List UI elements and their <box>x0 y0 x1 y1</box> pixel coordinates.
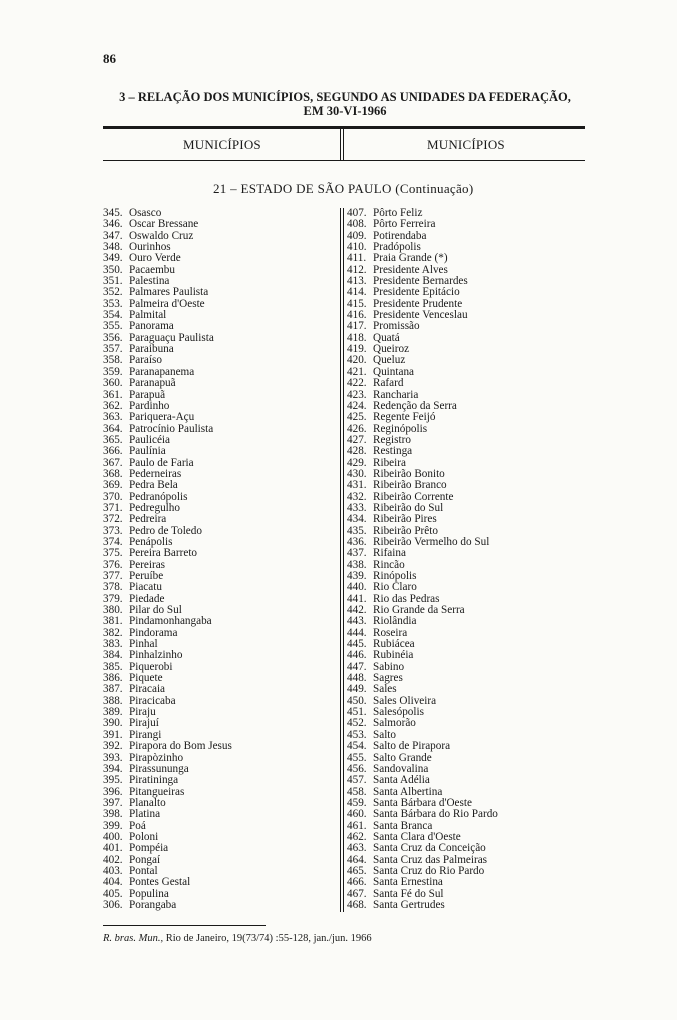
footnote-rule <box>103 925 266 926</box>
municipality-name: Osasco <box>129 207 162 219</box>
municipality-name: Pongaí <box>129 853 161 866</box>
municipality-number: 392. <box>103 740 123 753</box>
municipality-number: 439. <box>347 570 367 582</box>
municipality-name: Pradópolis <box>373 241 421 254</box>
municipality-number: 376. <box>103 558 123 571</box>
municipality-number: 450. <box>347 694 367 707</box>
municipality-name: Pôrto Feliz <box>373 207 423 219</box>
municipality-number: 428. <box>347 445 367 458</box>
municipality-name: Oswaldo Cruz <box>129 229 194 242</box>
municipality-number: 422. <box>347 377 367 390</box>
municipality-name: Sagres <box>373 672 403 685</box>
municipality-number: 352. <box>103 286 123 299</box>
municipality-number: 361. <box>103 388 123 401</box>
municipality-number: 386. <box>103 672 123 685</box>
municipality-number: 387. <box>103 683 123 696</box>
municipality-name: Pinhal <box>129 638 158 651</box>
municipality-name: Paulo de Faria <box>129 456 194 469</box>
municipality-name: Santa Cruz das Palmeiras <box>373 853 488 866</box>
municipality-number: 403. <box>103 864 123 877</box>
municipality-name: Palmares Paulista <box>129 286 209 299</box>
municipality-name: Santa Ernestina <box>373 876 443 889</box>
municipality-number: 445. <box>347 638 367 651</box>
municipality-number: 355. <box>103 320 123 333</box>
municipality-name: Santa Cruz da Conceição <box>373 842 486 855</box>
municipality-name: Presidente Alves <box>373 263 448 276</box>
municipality-name: Sales <box>373 683 397 696</box>
municipality-number: 452. <box>347 717 367 730</box>
municipality-number: 410. <box>347 241 367 254</box>
municipality-name: Pedreira <box>129 513 167 526</box>
municipality-name: Oscar Bressane <box>129 218 199 231</box>
municipality-name: Porangaba <box>129 898 177 911</box>
municipality-name: Santa Albertina <box>373 785 443 798</box>
municipality-number: 391. <box>103 728 123 741</box>
municipality-name: Pinhalzinho <box>129 649 183 662</box>
municipality-number: 389. <box>103 706 123 719</box>
municipality-number: 455. <box>347 751 367 764</box>
municipality-number: 442. <box>347 604 367 617</box>
municipality-number: 409. <box>347 229 367 242</box>
municipality-name: Ourinhos <box>129 241 171 254</box>
municipality-number: 423. <box>347 388 367 401</box>
municipality-name: Promissão <box>373 320 420 333</box>
municipality-number: 467. <box>347 887 367 900</box>
municipality-name: Sales Oliveira <box>373 694 437 707</box>
municipality-name: Pirassununga <box>129 762 189 775</box>
municipality-number: 356. <box>103 331 123 344</box>
municipality-name: Pirapòzinho <box>129 751 184 764</box>
municipality-name: Ribeirão Branco <box>373 479 447 492</box>
municipality-number: 459. <box>347 796 367 809</box>
municipality-name: Panorama <box>129 320 174 333</box>
municipality-number: 425. <box>347 411 367 424</box>
municipality-name: Salesópolis <box>373 706 424 719</box>
municipality-name: Quintana <box>373 365 415 378</box>
municipality-number: 353. <box>103 297 123 310</box>
municipality-name: Santa Bárbara d'Oeste <box>373 796 472 809</box>
municipality-number: 405. <box>103 887 123 900</box>
municipality-name: Rancharia <box>373 388 419 401</box>
municipality-number: 458. <box>347 785 367 798</box>
municipality-name: Poá <box>129 819 146 832</box>
municipality-number: 380. <box>103 604 123 617</box>
municipality-number: 395. <box>103 774 123 787</box>
municipality-name: Palmital <box>129 309 167 322</box>
municipality-number: 396. <box>103 785 123 798</box>
municipality-name: Roseira <box>373 626 408 639</box>
municipality-name: Queiroz <box>373 343 410 356</box>
municipality-name: Salto de Pirapora <box>373 740 451 753</box>
municipality-name: Populina <box>129 887 169 900</box>
municipality-number: 417. <box>347 320 367 333</box>
table-top-rule <box>103 126 585 129</box>
municipality-number: 363. <box>103 411 123 424</box>
municipality-name: Palmeira d'Oeste <box>129 297 205 310</box>
municipality-number: 465. <box>347 864 367 877</box>
municipality-name: Pedranópolis <box>129 490 188 503</box>
municipality-name: Rinópolis <box>373 570 417 582</box>
municipality-name: Restinga <box>373 445 413 458</box>
municipality-number: 358. <box>103 354 123 367</box>
municipality-name: Piraju <box>129 706 156 719</box>
municipality-name: Pereira Barreto <box>129 547 198 560</box>
municipality-name: Salto Grande <box>373 751 432 764</box>
municipality-name: Rio Claro <box>373 581 417 594</box>
municipality-number: 454. <box>347 740 367 753</box>
municipality-name: Pacaembu <box>129 263 175 276</box>
municipality-name: Santa Bárbara do Rio Pardo <box>373 808 498 821</box>
municipality-name: Sandovalina <box>373 762 429 775</box>
municipality-number: 364. <box>103 422 123 435</box>
municipality-number: 446. <box>347 649 367 662</box>
municipality-number: 368. <box>103 467 123 480</box>
municipality-number: 426. <box>347 422 367 435</box>
municipality-number: 464. <box>347 853 367 866</box>
municipality-name: Salto <box>373 728 396 741</box>
municipality-number: 378. <box>103 581 123 594</box>
municipality-name: Quatá <box>373 331 400 344</box>
municipality-name: Pedra Bela <box>129 479 178 492</box>
municipality-name: Praia Grande (*) <box>373 252 448 265</box>
municipality-number: 441. <box>347 592 367 605</box>
municipality-name: Paulínia <box>129 445 166 458</box>
municipality-number: 370. <box>103 490 123 503</box>
municipality-name: Santa Clara d'Oeste <box>373 830 461 843</box>
municipality-number: 372. <box>103 513 123 526</box>
municipality-name: Poloni <box>129 830 159 843</box>
municipality-name: Riolândia <box>373 615 417 628</box>
footnote-journal: R. bras. Mun., <box>103 933 164 944</box>
page-title: 3 – RELAÇÃO DOS MUNICÍPIOS, SEGUNDO AS UNIDADES DA FEDERAÇÃO, <box>119 90 571 104</box>
municipality-number: 412. <box>347 263 367 276</box>
municipality-number: 374. <box>103 535 123 548</box>
municipality-number: 394. <box>103 762 123 775</box>
municipality-number: 365. <box>103 433 123 446</box>
municipality-name: Santa Adélia <box>373 774 430 787</box>
municipality-name: Potirendaba <box>373 229 427 242</box>
municipality-number: 463. <box>347 842 367 855</box>
municipality-name: Piracicaba <box>129 694 176 707</box>
municipality-name: Parapuã <box>129 388 166 401</box>
municipality-number: 366. <box>103 445 123 458</box>
page-subtitle: EM 30-VI-1966 <box>303 104 387 118</box>
municipality-number: 444. <box>347 626 367 639</box>
municipality-number: 440. <box>347 581 367 594</box>
municipality-name: Pedro de Toledo <box>129 524 202 537</box>
municipality-name: Penápolis <box>129 535 173 548</box>
municipality-name: Piacatu <box>129 581 162 594</box>
municipality-number: 424. <box>347 399 367 412</box>
municipality-name: Pindorama <box>129 626 178 639</box>
municipality-name: Presidente Prudente <box>373 297 463 310</box>
municipality-name: Pardinho <box>129 399 170 412</box>
municipality-name: Rio Grande da Serra <box>373 604 465 617</box>
municipality-name: Rubinéia <box>373 649 414 662</box>
municipality-name: Rafard <box>373 377 404 390</box>
municipality-name: Piquete <box>129 672 163 685</box>
municipality-name: Queluz <box>373 354 406 367</box>
municipality-number: 373. <box>103 524 123 537</box>
municipality-name: Platina <box>129 808 161 821</box>
right-municipality-list <box>344 208 594 911</box>
municipality-number: 420. <box>347 354 367 367</box>
municipality-item <box>103 900 333 911</box>
municipality-name: Pirajuí <box>129 717 159 730</box>
municipality-number: 418. <box>347 331 367 344</box>
municipality-number: 433. <box>347 501 367 514</box>
municipality-number: 385. <box>103 660 123 673</box>
municipality-name: Paranapuã <box>129 377 176 390</box>
municipality-number: 357. <box>103 343 123 356</box>
municipality-name: Pereiras <box>129 558 166 571</box>
municipality-name: Ribeira <box>373 456 406 469</box>
municipality-number: 384. <box>103 649 123 662</box>
municipality-number: 407. <box>347 207 367 219</box>
municipality-number: 448. <box>347 672 367 685</box>
municipality-number: 369. <box>103 479 123 492</box>
municipality-number: 415. <box>347 297 367 310</box>
municipality-number: 431. <box>347 479 367 492</box>
municipality-name: Sabino <box>373 660 405 673</box>
municipality-name: Pederneiras <box>129 467 182 480</box>
municipality-name: Piratininga <box>129 774 179 787</box>
municipality-number: 371. <box>103 501 123 514</box>
municipality-number: 468. <box>347 898 367 911</box>
municipality-number: 457. <box>347 774 367 787</box>
municipality-number: 430. <box>347 467 367 480</box>
municipality-name: Regente Feijó <box>373 411 436 424</box>
municipality-number: 466. <box>347 876 367 889</box>
municipality-name: Rincão <box>373 558 405 571</box>
municipality-item <box>344 900 594 911</box>
municipality-number: 438. <box>347 558 367 571</box>
page-number: 86 <box>103 51 116 66</box>
municipality-name: Ribeirão do Sul <box>373 501 444 514</box>
municipality-number: 390. <box>103 717 123 730</box>
municipality-number: 453. <box>347 728 367 741</box>
municipality-number: 348. <box>103 241 123 254</box>
municipality-name: Ribeirão Bonito <box>373 467 445 480</box>
municipality-number: 359. <box>103 365 123 378</box>
municipality-number: 349. <box>103 252 123 265</box>
column-header-right: MUNICÍPIOS <box>427 137 505 152</box>
municipality-name: Paranapanema <box>129 365 195 378</box>
municipality-name: Registro <box>373 433 411 446</box>
municipality-number: 377. <box>103 570 123 582</box>
municipality-number: 375. <box>103 547 123 560</box>
left-municipality-list <box>103 208 333 911</box>
municipality-number: 404. <box>103 876 123 889</box>
municipality-name: Rio das Pedras <box>373 592 440 605</box>
municipality-name: Pirangi <box>129 728 162 741</box>
municipality-number: 416. <box>347 309 367 322</box>
municipality-name: Rifaina <box>373 547 406 560</box>
municipality-name: Rubiácea <box>373 638 415 651</box>
municipality-name: Pedregulho <box>129 501 180 514</box>
municipality-name: Palestina <box>129 275 170 288</box>
municipality-number: 306. <box>103 898 123 911</box>
municipality-name: Ribeirão Vermelho do Sul <box>373 535 490 548</box>
municipality-number: 414. <box>347 286 367 299</box>
municipality-number: 435. <box>347 524 367 537</box>
municipality-name: Ribeirão Prêto <box>373 524 438 537</box>
municipality-name: Piracaia <box>129 683 166 696</box>
header-divider <box>340 129 344 160</box>
municipality-number: 381. <box>103 615 123 628</box>
municipality-number: 345. <box>103 207 123 219</box>
municipality-name: Paulicéia <box>129 433 171 446</box>
municipality-number: 360. <box>103 377 123 390</box>
municipality-number: 350. <box>103 263 123 276</box>
municipality-number: 402. <box>103 853 123 866</box>
municipality-name: Ribeirão Pires <box>373 513 437 526</box>
municipality-name: Paraíso <box>129 354 162 367</box>
municipality-number: 382. <box>103 626 123 639</box>
municipality-number: 401. <box>103 842 123 855</box>
municipality-number: 354. <box>103 309 123 322</box>
table-header-rule <box>103 160 585 161</box>
footnote-citation: Rio de Janeiro, 19(73/74) :55-128, jan./jun. 1966 <box>165 933 372 944</box>
municipality-name: Redenção da Serra <box>373 399 457 412</box>
municipality-name: Santa Gertrudes <box>373 898 445 911</box>
municipality-number: 447. <box>347 660 367 673</box>
municipality-number: 347. <box>103 229 123 242</box>
municipality-name: Pontes Gestal <box>129 876 191 889</box>
municipality-number: 451. <box>347 706 367 719</box>
municipality-name: Paraibuna <box>129 343 174 356</box>
municipality-name: Pindamonhangaba <box>129 615 212 628</box>
municipality-name: Pontal <box>129 864 158 877</box>
municipality-number: 443. <box>347 615 367 628</box>
municipality-number: 408. <box>347 218 367 231</box>
municipality-number: 437. <box>347 547 367 560</box>
municipality-name: Pariquera-Açu <box>129 411 195 424</box>
section-heading: 21 – ESTADO DE SÃO PAULO (Continuação) <box>213 181 474 196</box>
municipality-number: 456. <box>347 762 367 775</box>
municipality-name: Santa Fé do Sul <box>373 887 444 900</box>
municipality-name: Salmorão <box>373 717 416 730</box>
municipality-number: 367. <box>103 456 123 469</box>
municipality-name: Presidente Epitácio <box>373 286 460 299</box>
municipality-number: 398. <box>103 808 123 821</box>
municipality-number: 388. <box>103 694 123 707</box>
municipality-number: 399. <box>103 819 123 832</box>
municipality-number: 362. <box>103 399 123 412</box>
municipality-number: 393. <box>103 751 123 764</box>
municipality-number: 411. <box>347 252 367 265</box>
municipality-name: Piquerobi <box>129 660 173 673</box>
municipality-name: Presidente Venceslau <box>373 309 468 322</box>
municipality-name: Planalto <box>129 796 166 809</box>
municipality-name: Patrocínio Paulista <box>129 422 214 435</box>
municipality-name: Presidente Bernardes <box>373 275 468 288</box>
municipality-number: 419. <box>347 343 367 356</box>
municipality-name: Pirapora do Bom Jesus <box>129 740 232 753</box>
municipality-number: 461. <box>347 819 367 832</box>
municipality-number: 432. <box>347 490 367 503</box>
municipality-number: 351. <box>103 275 123 288</box>
municipality-number: 429. <box>347 456 367 469</box>
municipality-name: Reginópolis <box>373 422 428 435</box>
municipality-number: 397. <box>103 796 123 809</box>
municipality-number: 400. <box>103 830 123 843</box>
municipality-name: Pompéia <box>129 842 169 855</box>
municipality-name: Peruíbe <box>129 570 164 582</box>
municipality-number: 434. <box>347 513 367 526</box>
municipality-number: 421. <box>347 365 367 378</box>
municipality-number: 413. <box>347 275 367 288</box>
municipality-name: Pitangueiras <box>129 785 185 798</box>
municipality-number: 460. <box>347 808 367 821</box>
municipality-name: Santa Cruz do Rio Pardo <box>373 864 485 877</box>
municipality-name: Santa Branca <box>373 819 433 832</box>
municipality-number: 346. <box>103 218 123 231</box>
municipality-number: 436. <box>347 535 367 548</box>
municipality-name: Paraguaçu Paulista <box>129 331 214 344</box>
municipality-number: 383. <box>103 638 123 651</box>
municipality-number: 449. <box>347 683 367 696</box>
municipality-name: Piedade <box>129 592 165 605</box>
municipality-number: 379. <box>103 592 123 605</box>
column-header-left: MUNICÍPIOS <box>183 137 261 152</box>
municipality-number: 462. <box>347 830 367 843</box>
municipality-name: Ribeirão Corrente <box>373 490 454 503</box>
municipality-name: Pilar do Sul <box>129 604 182 617</box>
municipality-name: Ouro Verde <box>129 252 181 265</box>
municipality-name: Pôrto Ferreira <box>373 218 436 231</box>
municipality-number: 427. <box>347 433 367 446</box>
footnote <box>103 933 372 944</box>
